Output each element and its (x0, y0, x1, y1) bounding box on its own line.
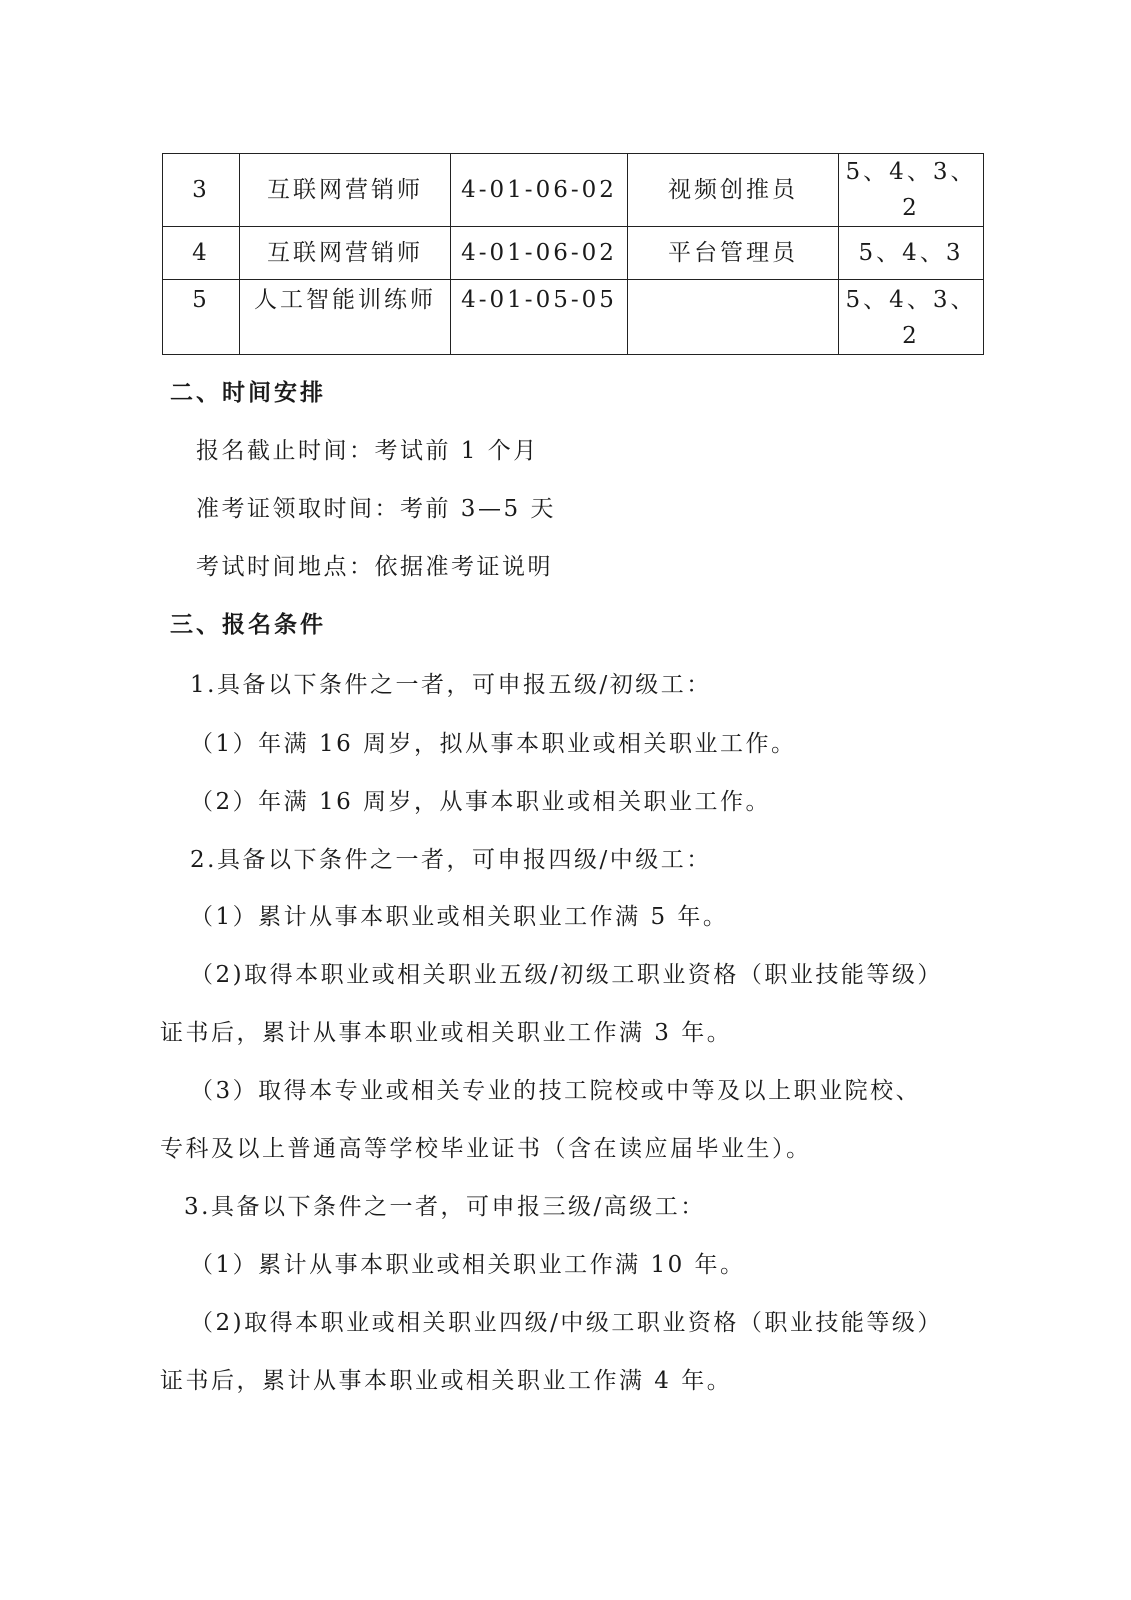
condition-line: 1.具备以下条件之一者，可申报五级/初级工： (190, 672, 712, 698)
condition-line: （1）累计从事本职业或相关职业工作满 5 年。 (190, 904, 729, 930)
section-heading-conditions: 三、报名条件 (170, 612, 326, 638)
condition-line: 证书后，累计从事本职业或相关职业工作满 3 年。 (160, 1020, 733, 1046)
job-type (628, 280, 839, 355)
condition-line: （1）累计从事本职业或相关职业工作满 10 年。 (190, 1252, 746, 1278)
row-number: 4 (163, 227, 240, 280)
section-heading-schedule: 二、时间安排 (170, 380, 326, 406)
condition-line: （1）年满 16 周岁，拟从事本职业或相关职业工作。 (190, 731, 797, 757)
occupation-code: 4-01-06-02 (451, 154, 628, 227)
occupation-name: 互联网营销师 (240, 227, 451, 280)
levels: 5、4、3 (839, 227, 984, 280)
condition-line: 证书后，累计从事本职业或相关职业工作满 4 年。 (160, 1368, 733, 1394)
row-number: 5 (163, 280, 240, 355)
occupation-code: 4-01-06-02 (451, 227, 628, 280)
condition-line: （2)取得本职业或相关职业五级/初级工职业资格（职业技能等级） (190, 962, 943, 988)
condition-line: 2.具备以下条件之一者，可申报四级/中级工： (190, 847, 712, 873)
condition-line: （2）年满 16 周岁，从事本职业或相关职业工作。 (190, 789, 772, 815)
job-type: 视频创推员 (628, 154, 839, 227)
row-number: 3 (163, 154, 240, 227)
occupation-code: 4-01-05-05 (451, 280, 628, 355)
condition-line: （2)取得本职业或相关职业四级/中级工职业资格（职业技能等级） (190, 1310, 943, 1336)
table-row (163, 154, 984, 227)
job-type: 平台管理员 (628, 227, 839, 280)
occupation-table (162, 153, 984, 355)
condition-line: （3）取得本专业或相关专业的技工院校或中等及以上职业院校、 (190, 1078, 922, 1104)
schedule-line-admission: 准考证领取时间：考前 3—5 天 (196, 496, 556, 522)
levels: 5、4、3、2 (839, 280, 984, 355)
occupation-name: 人工智能训练师 (240, 280, 451, 355)
occupation-name: 互联网营销师 (240, 154, 451, 227)
condition-line: 专科及以上普通高等学校毕业证书（含在读应届毕业生）。 (160, 1136, 812, 1162)
condition-line: 3.具备以下条件之一者，可申报三级/高级工： (184, 1194, 706, 1220)
table-row (163, 227, 984, 280)
schedule-line-exam: 考试时间地点：依据准考证说明 (196, 554, 553, 580)
levels: 5、4、3、2 (839, 154, 984, 227)
table-row (163, 280, 984, 355)
schedule-line-registration: 报名截止时间：考试前 1 个月 (196, 438, 539, 464)
